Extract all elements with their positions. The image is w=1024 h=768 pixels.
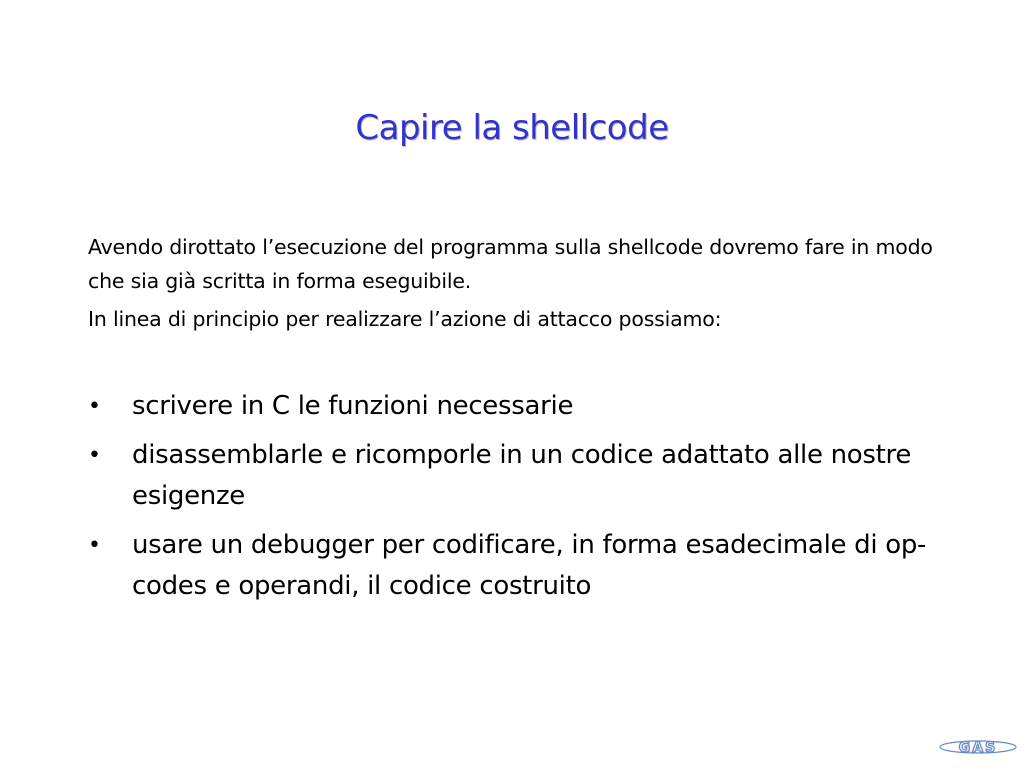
bullet-icon: • — [88, 443, 101, 468]
bullet-text: scrivere in C le funzioni necessarie — [132, 391, 574, 421]
intro-text — [88, 230, 968, 336]
gas-logo-text: GAS — [958, 740, 998, 756]
intro-paragraph-2: In linea di principio per realizzare l’azione di attacco possiamo: — [88, 307, 722, 331]
bullet-icon: • — [88, 394, 101, 419]
bullet-list — [88, 386, 968, 615]
bullet-text: disassemblarle e ricomporle in un codice adattato alle nostre esigenze — [132, 440, 912, 511]
bullet-item — [88, 525, 968, 607]
gas-logo — [938, 736, 1018, 758]
bullet-item — [88, 386, 968, 427]
bullet-text: usare un debugger per codificare, in forma esadecimale di op-codes e operandi, il codice costruito — [132, 530, 927, 601]
intro-paragraph-1: Avendo dirottato l’esecuzione del programma sulla shellcode dovremo fare in modo che sia già scritta in forma eseguibile. — [88, 235, 933, 293]
slide-title: Capire la shellcode — [355, 108, 669, 148]
bullet-item — [88, 435, 968, 517]
bullet-icon: • — [88, 533, 101, 558]
